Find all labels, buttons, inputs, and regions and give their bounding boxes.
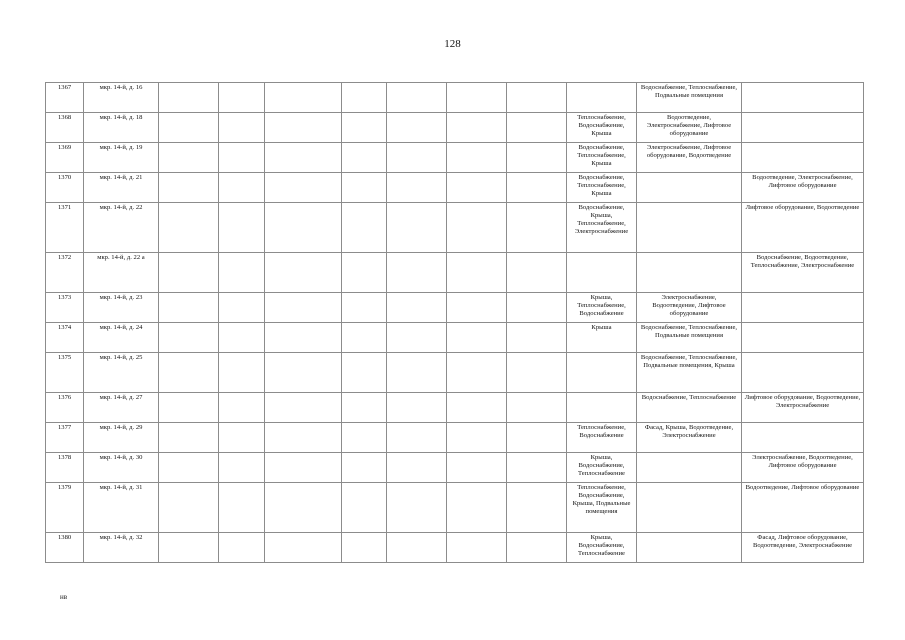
row-address: мкр. 14-й, д. 31 [84,483,159,533]
page-number: 128 [444,38,461,50]
empty-cell [507,483,567,533]
works-cell-a [567,393,637,423]
empty-cell [507,253,567,293]
empty-cell [265,323,342,353]
empty-cell [159,483,219,533]
empty-cell [219,453,265,483]
works-cell-b [637,453,742,483]
empty-cell [219,203,265,253]
empty-cell [219,393,265,423]
empty-cell [447,483,507,533]
empty-cell [159,423,219,453]
empty-cell [219,353,265,393]
empty-cell [387,203,447,253]
empty-cell [387,293,447,323]
works-cell-b [637,253,742,293]
empty-cell [265,143,342,173]
works-cell-a [567,353,637,393]
table-row [46,173,864,203]
works-cell-c [742,143,864,173]
empty-cell [507,143,567,173]
empty-cell [342,293,387,323]
empty-cell [219,173,265,203]
row-number: 1378 [46,453,84,483]
empty-cell [507,393,567,423]
empty-cell [265,83,342,113]
empty-cell [342,323,387,353]
empty-cell [219,253,265,293]
empty-cell [342,253,387,293]
row-address: мкр. 14-й, д. 32 [84,533,159,563]
works-cell-a: Водоснабжение, Теплоснабжение, Крыша [567,143,637,173]
works-cell-a [567,83,637,113]
empty-cell [219,423,265,453]
row-number: 1375 [46,353,84,393]
empty-cell [447,393,507,423]
works-cell-c [742,353,864,393]
empty-cell [447,253,507,293]
works-cell-c [742,113,864,143]
empty-cell [387,323,447,353]
works-cell-c: Водоснабжение, Водоотведение, Теплоснабжение, Электроснабжение [742,253,864,293]
row-number: 1370 [46,173,84,203]
row-number: 1377 [46,423,84,453]
empty-cell [265,453,342,483]
empty-cell [342,453,387,483]
works-cell-b: Водоотведение, Электроснабжение, Лифтовое оборудование [637,113,742,143]
empty-cell [219,533,265,563]
row-address: мкр. 14-й, д. 18 [84,113,159,143]
empty-cell [447,113,507,143]
empty-cell [387,143,447,173]
works-cell-a: Теплоснабжение, Водоснабжение, Крыша, Подвальные помещения [567,483,637,533]
empty-cell [387,533,447,563]
table-row [46,293,864,323]
empty-cell [447,293,507,323]
empty-cell [342,113,387,143]
works-cell-b [637,483,742,533]
table-row [46,453,864,483]
empty-cell [447,533,507,563]
empty-cell [265,353,342,393]
empty-cell [342,143,387,173]
empty-cell [159,323,219,353]
empty-cell [447,353,507,393]
table-row [46,483,864,533]
empty-cell [507,323,567,353]
table-row [46,393,864,423]
row-number: 1379 [46,483,84,533]
works-cell-c: Водоотведение, Лифтовое оборудование [742,483,864,533]
empty-cell [219,113,265,143]
footer-mark: нв [60,593,68,601]
works-cell-c [742,293,864,323]
empty-cell [159,203,219,253]
empty-cell [387,393,447,423]
empty-cell [342,83,387,113]
empty-cell [265,293,342,323]
empty-cell [159,113,219,143]
empty-cell [342,483,387,533]
table-row [46,143,864,173]
works-cell-b: Электроснабжение, Водоотведение, Лифтовое оборудование [637,293,742,323]
empty-cell [342,423,387,453]
works-cell-b: Водоснабжение, Теплоснабжение, Подвальные помещения [637,323,742,353]
empty-cell [507,353,567,393]
empty-cell [265,393,342,423]
row-address: мкр. 14-й, д. 22 а [84,253,159,293]
works-cell-c: Электроснабжение, Водоотведение, Лифтовое оборудование [742,453,864,483]
empty-cell [447,323,507,353]
works-cell-b [637,533,742,563]
works-cell-a: Крыша [567,323,637,353]
empty-cell [159,453,219,483]
row-number: 1372 [46,253,84,293]
table-row [46,323,864,353]
table-row [46,423,864,453]
empty-cell [265,253,342,293]
row-address: мкр. 14-й, д. 22 [84,203,159,253]
empty-cell [219,483,265,533]
row-number: 1367 [46,83,84,113]
empty-cell [447,83,507,113]
row-address: мкр. 14-й, д. 21 [84,173,159,203]
empty-cell [159,393,219,423]
row-address: мкр. 14-й, д. 19 [84,143,159,173]
row-number: 1380 [46,533,84,563]
row-number: 1371 [46,203,84,253]
empty-cell [159,533,219,563]
empty-cell [387,113,447,143]
empty-cell [342,533,387,563]
empty-cell [265,483,342,533]
works-cell-c: Лифтовое оборудование, Водоотведение, Электроснабжение [742,393,864,423]
registry-table [45,82,864,563]
table-row [46,353,864,393]
empty-cell [159,83,219,113]
empty-cell [507,173,567,203]
empty-cell [447,453,507,483]
table-row [46,83,864,113]
empty-cell [265,423,342,453]
works-cell-a: Крыша, Теплоснабжение, Водоснабжение [567,293,637,323]
works-cell-c [742,423,864,453]
works-cell-a: Крыша, Водоснабжение, Теплоснабжение [567,453,637,483]
empty-cell [159,143,219,173]
empty-cell [265,173,342,203]
empty-cell [219,323,265,353]
row-number: 1376 [46,393,84,423]
table-row [46,113,864,143]
empty-cell [507,113,567,143]
empty-cell [387,83,447,113]
empty-cell [387,253,447,293]
row-address: мкр. 14-й, д. 24 [84,323,159,353]
works-cell-a: Теплоснабжение, Водоснабжение, Крыша [567,113,637,143]
empty-cell [159,173,219,203]
row-address: мкр. 14-й, д. 27 [84,393,159,423]
empty-cell [447,423,507,453]
row-number: 1369 [46,143,84,173]
row-number: 1368 [46,113,84,143]
empty-cell [219,143,265,173]
works-cell-b: Водоснабжение, Теплоснабжение, Подвальные помещения, Крыша [637,353,742,393]
empty-cell [447,143,507,173]
works-cell-c: Лифтовое оборудование, Водоотведение [742,203,864,253]
works-cell-c [742,83,864,113]
works-cell-a: Крыша, Водоснабжение, Теплоснабжение [567,533,637,563]
works-cell-a: Водоснабжение, Крыша, Теплоснабжение, Электроснабжение [567,203,637,253]
empty-cell [507,423,567,453]
works-cell-a: Водоснабжение, Теплоснабжение, Крыша [567,173,637,203]
works-cell-a: Теплоснабжение, Водоснабжение [567,423,637,453]
works-cell-c [742,323,864,353]
empty-cell [507,453,567,483]
works-cell-b: Фасад, Крыша, Водоотведение, Электроснабжение [637,423,742,453]
empty-cell [447,203,507,253]
row-number: 1374 [46,323,84,353]
row-address: мкр. 14-й, д. 16 [84,83,159,113]
empty-cell [159,293,219,323]
empty-cell [387,353,447,393]
empty-cell [342,393,387,423]
works-cell-b: Водоснабжение, Теплоснабжение, Подвальные помещения [637,83,742,113]
empty-cell [507,83,567,113]
table-row [46,203,864,253]
empty-cell [507,293,567,323]
empty-cell [342,173,387,203]
works-cell-b [637,203,742,253]
empty-cell [507,203,567,253]
empty-cell [387,483,447,533]
empty-cell [265,203,342,253]
empty-cell [159,253,219,293]
empty-cell [387,423,447,453]
empty-cell [159,353,219,393]
table-row [46,253,864,293]
empty-cell [342,353,387,393]
works-cell-c: Фасад, Лифтовое оборудование, Водоотведение, Электроснабжение [742,533,864,563]
empty-cell [447,173,507,203]
empty-cell [219,83,265,113]
empty-cell [265,113,342,143]
row-address: мкр. 14-й, д. 23 [84,293,159,323]
empty-cell [265,533,342,563]
row-address: мкр. 14-й, д. 29 [84,423,159,453]
row-address: мкр. 14-й, д. 30 [84,453,159,483]
works-cell-a [567,253,637,293]
works-cell-c: Водоотведение, Электроснабжение, Лифтовое оборудование [742,173,864,203]
works-cell-b: Электроснабжение, Лифтовое оборудование, Водоотведение [637,143,742,173]
works-cell-b: Водоснабжение, Теплоснабжение [637,393,742,423]
row-number: 1373 [46,293,84,323]
empty-cell [387,173,447,203]
empty-cell [219,293,265,323]
table-row [46,533,864,563]
empty-cell [342,203,387,253]
row-address: мкр. 14-й, д. 25 [84,353,159,393]
empty-cell [507,533,567,563]
empty-cell [387,453,447,483]
works-cell-b [637,173,742,203]
